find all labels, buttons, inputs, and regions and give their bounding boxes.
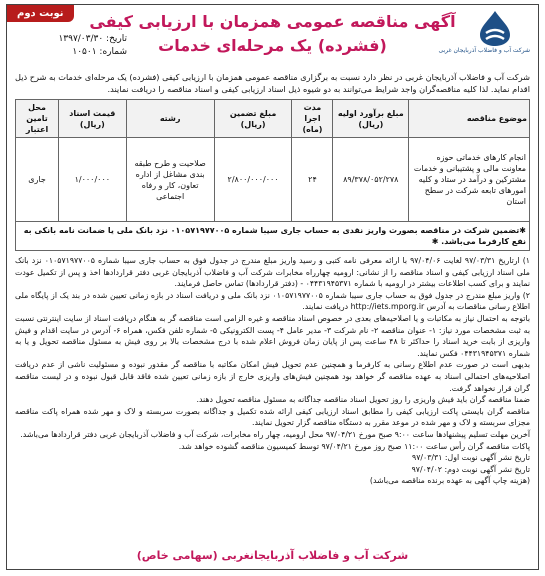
title-line-1: آگهی مناقصه عمومی همزمان با ارزیابی کیفی xyxy=(89,12,456,31)
paragraph: تاریخ نشر آگهی نوبت دوم: ۹۷/۰۴/۰۲ xyxy=(411,464,530,474)
table-header-row xyxy=(16,100,530,138)
company-signature: شرکت آب و فاضلاب آذربایجانغربی (سهامی خاص) xyxy=(136,549,409,562)
cell-field: صلاحیت و طرح طبقه بندی مشاغل از اداره تعاون، کار و رفاه اجتماعی xyxy=(126,138,214,222)
paragraph: آخرین مهلت تسلیم پیشنهادها ساعت ۹:۰۰ صبح مورخ ۹۷/۰۴/۲۱ محل ارومیه، چهار راه مخابرات، شرکت آب و فاضلاب آذربایجان غربی دفتر قراردادها می‌باشد. xyxy=(20,429,530,439)
tender-table xyxy=(15,99,530,251)
logo-caption: شرکت آب و فاضلاب آذربایجان غربی xyxy=(438,47,530,54)
cell-duration: ۲۴ xyxy=(292,138,333,222)
date-number-block xyxy=(17,33,127,59)
paragraph: تاریخ نشر آگهی نوبت اول: ۹۷/۰۳/۳۱ xyxy=(412,453,530,463)
header-estimate: مبلغ برآورد اولیه (ریال) xyxy=(333,100,409,138)
table-row xyxy=(16,138,530,222)
cell-subject: انجام کارهای خدماتی حوزه معاونت مالی و پشتیبانی و خدمات مشترکین و درآمد در ستاد و کلیه امورهای تابعه شرکت در سطح استان xyxy=(409,138,530,222)
cell-price: ۱/۰۰۰/۰۰۰ xyxy=(59,138,127,222)
paragraph: بدیهی است در صورت عدم اطلاع رسانی به کارفرما و همچنین عدم تحویل فیش امکان مکاتبه با مناقصه گر مقدور نبوده و مسئولیت ناشی از عدم دریافت اصلاحیه‌های احتمالی اسناد به عهده مناقصه گر خواهد بود همچنین فیش‌های واریزی خارج از بازه زمانی تعیین شده فاقد قابل قبول نبوده و در لیست مناقصه گران قرار نخواهد گرفت. xyxy=(15,360,530,393)
paragraph: (هزینه چاپ آگهی به عهده برنده مناقصه می‌باشد) xyxy=(369,476,530,486)
paragraph: ۲) واریز مبلغ مندرج در جدول فوق به حساب جاری سیبا شماره ۰۱۰۵۷۱۹۷۷۰۰۵ نزد بانک ملی و دریافت اسناد در بازه زمانی تعیین شده در بند یک از پایگاه ملی اطلاع رسانی مناقصات به آدرس http://iets.mporg.ir دریافت نمایند. xyxy=(15,290,530,312)
header-field: رشته xyxy=(126,100,214,138)
title-line-2: (فشرده) یک مرحله‌ای خدمات xyxy=(158,36,387,55)
cell-guarantee: ۲/۸۰۰/۰۰۰/۰۰۰ xyxy=(214,138,292,222)
paragraph: مناقصه گران بایستی پاکت ارزیابی کیفی را مطابق اسناد ارزیابی کیفی ارائه شده تکمیل و جداگانه بصورت سربسته و لاک و مهر شده همراه پاکت مناقصه مجزای سربسته و لاک و مهر شده در موعد مقرر به دستگاه مناقصه گزار تحویل نمایند. xyxy=(15,406,530,428)
header-price: قیمت اسناد (ریال) xyxy=(59,100,127,138)
guarantee-note: ✱تضمین شرکت در مناقصه بصورت واریز نقدی به حساب جاری سیبا شماره ۰۱۰۵۷۱۹۷۷۰۰۵ نزد بانک ملی یا ضمانت نامه بانکی به نفع کارفرما می‌باشد. ✱ xyxy=(16,222,530,251)
paragraph: ضمنا مناقصه گران باید فیش واریزی را روز تحویل اسناد مناقصه جداگانه به مسئول مناقصه تحویل دهند. xyxy=(196,395,530,405)
number-text: شماره: ۱۰۵۰۱ xyxy=(72,47,127,57)
paragraph: ۱) ارتاریخ ۹۷/۰۳/۳۱ لغایت ۹۷/۰۴/۰۶ با ارائه معرفی نامه کتبی و رسید واریز مبلغ مندرج در جدول فوق به حساب جاری سیبا شماره ۰۱۰۵۷۱۹۷۷۰۰۵ نزد بانک ملی اسناد ارزیابی کیفی و اسناد مناقصه را از نشانی: ارومیه چهارراه مخابرات شرکت آب و فاضلاب آذربایجان غربی دفتر قراردادها اخذ و پس از تکمیل عودت نمایند و برای کسب اطلاعات بیشتر در ارومیه با شماره ۰۴۴۳۱۹۴۵۳۷۱ - (دفتر قراردادها) تماس حاصل فرمایند. xyxy=(15,256,530,289)
header-subject: موضوع مناقصه xyxy=(409,100,530,138)
header-venue: محل تامین اعتبار xyxy=(16,100,59,138)
header-guarantee: مبلغ تضمین (ریال) xyxy=(214,100,292,138)
paragraph: پاکات مناقصه گران رأس ساعت ۱۱:۰۰ صبح روز مورخ ۹۷/۰۴/۲۱ توسط کمیسیون مناقصه گشوده خواهد شد. xyxy=(178,441,530,451)
intro-paragraph: شرکت آب و فاضلاب آذربایجان غربی در نظر دارد نسبت به برگزاری مناقصه عمومی همزمان با ارزیابی کیفی (فشرده) یک مرحله‌ای خدمات به شرح ذیل اقدام نماید. لذا کلیه مناقصه‌گران واجد شرایط می‌توانند به دو شیوه ذیل اسناد ارزیابی کیفی و اسناد مناقصه را دریافت نمایند. xyxy=(15,72,530,94)
company-logo xyxy=(438,9,530,55)
terms-body xyxy=(7,251,538,487)
header-duration: مدت اجرا (ماه) xyxy=(292,100,333,138)
round-badge: نوبت دوم xyxy=(7,5,74,22)
date-text: تاریخ: ۱۳۹۷/۰۳/۳۰ xyxy=(58,34,127,44)
cell-venue: جاری xyxy=(16,138,59,222)
paragraph: باتوجه به احتمال نیاز به مکاتبات و یا اصلاحیه‌های بعدی در خصوص اسناد مناقصه و غیره الزامی است مناقصه گر به هنگام دریافت اسناد از سایت اینترنتی نسبت به ثبت مشخصات مورد نیاز: ۱- عنوان مناقصه ۲- نام شرکت ۳- مدیر عامل ۴- پست الکترونیکی ۵- شماره تلفن فکس، همراه ۶- آدرس در سایت اقدام و فیش واریزی از بابت خرید اسناد را حداکثر تا ۴۸ ساعت پس از پایان زمان فروش اعلام شده با درج مشخصات بالا بر روی فیش به مسئول مناقصه تحویل و یا به شماره ۰۴۴۳۱۹۴۵۳۷۱ فکس نمایند. xyxy=(15,313,531,358)
table-note-row xyxy=(16,222,530,251)
cell-estimate: ۸۹/۳۷۸/۰۵۲/۲۷۸ xyxy=(333,138,409,222)
advertisement-page xyxy=(6,4,539,570)
header xyxy=(7,5,538,71)
water-drop-icon xyxy=(472,9,518,47)
